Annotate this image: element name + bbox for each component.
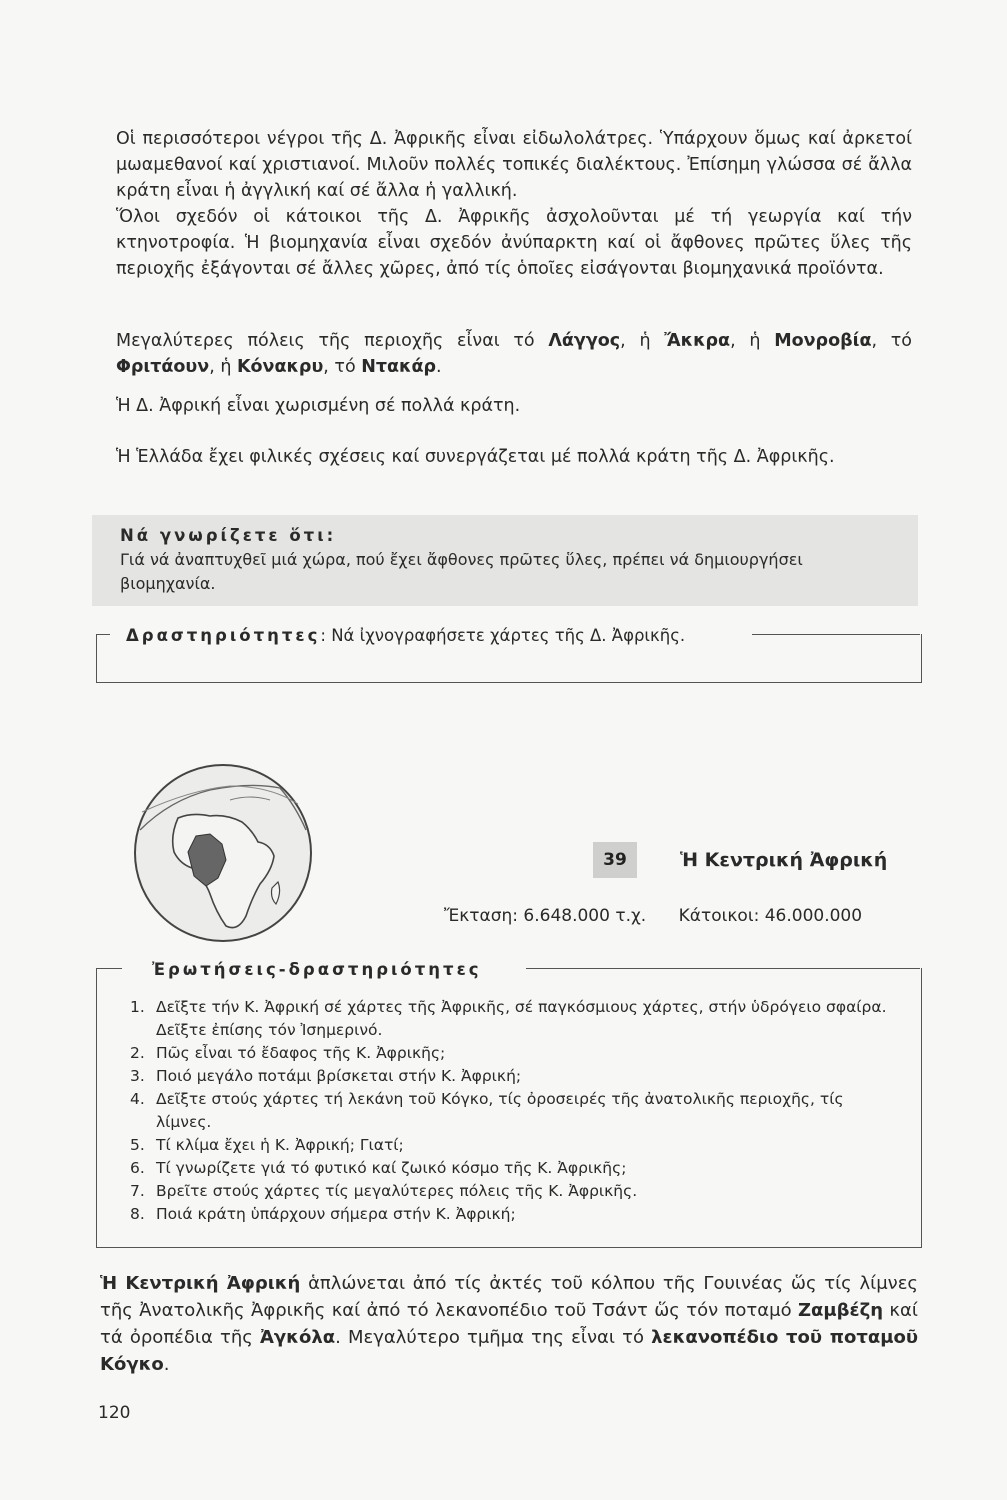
question-number: 2. [130, 1044, 145, 1062]
lesson-stats [444, 903, 862, 929]
lesson-title: Ἡ Κεντρική Ἀφρική [680, 849, 888, 871]
divided-paragraph: Ἡ Δ. Ἀφρική εἶναι χωρισμένη σέ πολλά κράτη. [116, 396, 521, 416]
greece-paragraph: Ἡ Ἑλλάδα ἔχει φιλικές σχέσεις καί συνεργάζεται μέ πολλά κράτη τῆς Δ. Ἀφρικῆς. [116, 447, 835, 467]
question-text: Τί κλίμα ἔχει ἡ Κ. Ἀφρική; Γιατί; [156, 1136, 404, 1154]
population-label: Κάτοικοι: [678, 906, 760, 926]
globe-africa-icon [130, 760, 316, 946]
question-number: 3. [130, 1067, 145, 1085]
cities-sep: , τό [871, 331, 913, 351]
question-number: 4. [130, 1090, 145, 1108]
population-value: 46.000.000 [764, 906, 863, 926]
question-number: 5. [130, 1136, 145, 1154]
question-text: Ποιά κράτη ὑπάρχουν σήμερα στήν Κ. Ἀφρική; [156, 1205, 516, 1223]
area-label: Ἔκταση: [444, 906, 519, 926]
term-congo-basin: λεκανοπέδιο τοῦ ποταμοῦ Κόγκο [100, 1327, 918, 1375]
cities-sep: , ἡ [730, 331, 775, 351]
activity-frame-top-right [752, 634, 920, 635]
term-angola: Ἀγκόλα [259, 1327, 336, 1348]
activity-line [126, 623, 685, 649]
question-number: 8. [130, 1205, 145, 1223]
question-item [130, 1180, 898, 1203]
question-item [130, 996, 898, 1042]
central-text: . [163, 1354, 170, 1375]
city-lagos: Λάγγος [548, 331, 621, 351]
city-accra: Ἄκκρα [664, 331, 731, 351]
central-title-term: Ἡ Κεντρική Ἀφρική [100, 1273, 301, 1294]
intro-paragraph-economy: Ὅλοι σχεδόν οἱ κάτοικοι τῆς Δ. Ἀφρικῆς ἀσχολοῦνται μέ τή γεωργία καί τήν κτηνοτροφία. Ἡ βιομηχανία εἶναι σχεδόν ἀνύπαρκτη καί οἱ ἄφθονες πρῶτες ὕλες τῆς περιοχῆς ἐξάγονται σέ ἄλλες χῶρες, ἀπό τίς ὁποῖες εἰσάγονται βιομηχανικά προϊόντα. [116, 207, 912, 279]
question-text: Ποιό μεγάλο ποτάμι βρίσκεται στήν Κ. Ἀφρική; [156, 1067, 522, 1085]
question-item [130, 1042, 898, 1065]
cities-sep: , τό [323, 357, 362, 377]
city-dakar: Ντακάρ [361, 357, 437, 377]
question-number: 1. [130, 998, 145, 1016]
intro-paragraph-religion: Οἱ περισσότεροι νέγροι τῆς Δ. Ἀφρικῆς εἶναι εἰδωλολάτρες. Ὑπάρχουν ὅμως καί ἀρκετοί μωαμεθανοί καί χριστιανοί. Μιλοῦν πολλές τοπικές διαλέκτους. Ἐπίσημη γλώσσα σέ ἄλλα κράτη εἶναι ἡ ἀγγλική καί σέ ἄλλα ἡ γαλλική. [116, 129, 912, 201]
cities-paragraph [116, 328, 912, 380]
question-number: 6. [130, 1159, 145, 1177]
know-text: Γιά νά ἀναπτυχθεῖ μιά χώρα, πού ἔχει ἄφθονες πρῶτες ὕλες, πρέπει νά δημιουργήσει βιομηχανία. [120, 550, 803, 593]
term-zambezi: Ζαμβέζη [798, 1300, 884, 1321]
activity-frame-top-left [96, 634, 110, 635]
cities-sep: , ἡ [209, 357, 237, 377]
question-text: Δεῖξτε τήν Κ. Ἀφρική σέ χάρτες τῆς Ἀφρικῆς, σέ παγκόσμιους χάρτες, στήν ὑδρόγειο σφαίρα. Δεῖξτε ἐπίσης τόν Ἰσημερινό. [156, 998, 887, 1039]
central-africa-paragraph [100, 1270, 918, 1378]
lesson-number-badge: 39 [593, 842, 637, 878]
central-text: . Μεγαλύτερο τμῆμα της εἶναι τό [335, 1327, 652, 1348]
questions-title: Ἐρωτήσεις-δραστηριότητες [152, 960, 482, 979]
question-text: Τί γνωρίζετε γιά τό φυτικό καί ζωικό κόσμο τῆς Κ. Ἀφρικῆς; [156, 1159, 627, 1177]
cities-end: . [436, 357, 442, 377]
city-conakry: Κόνακρυ [236, 357, 324, 377]
questions-list [130, 996, 898, 1226]
question-text: Πῶς εἶναι τό ἔδαφος τῆς Κ. Ἀφρικῆς; [156, 1044, 446, 1062]
city-freetown: Φριτάουν [116, 357, 210, 377]
central-text: ἁπλώνεται ἀπό τίς ἀκτές τοῦ κόλπου τῆς Γουινέας ὥς τίς λίμνες τῆς Ἀνατολικῆς Ἀφρικῆς καί ἀπό τό λεκανοπέδιο τοῦ Τσάντ ὥς τόν ποταμό [100, 1273, 918, 1321]
cities-sep: , ἡ [620, 331, 665, 351]
intro-section [116, 126, 912, 282]
question-item [130, 1134, 898, 1157]
activity-text: : Νά ἰχνογραφήσετε χάρτες τῆς Δ. Ἀφρικῆς. [320, 626, 686, 645]
question-item [130, 1065, 898, 1088]
questions-frame-top-right [526, 968, 920, 969]
question-item [130, 1157, 898, 1180]
activity-label: Δραστηριότητες [126, 626, 321, 645]
area-value: 6.648.000 τ.χ. [523, 906, 647, 926]
city-monrovia: Μονροβία [774, 331, 872, 351]
question-item [130, 1203, 898, 1226]
question-number: 7. [130, 1182, 145, 1200]
question-text: Βρεῖτε στούς χάρτες τίς μεγαλύτερες πόλεις τῆς Κ. Ἀφρικῆς. [156, 1182, 638, 1200]
question-text: Δεῖξτε στούς χάρτες τή λεκάνη τοῦ Κόγκο, τίς ὀροσειρές τῆς ἀνατολικῆς περιοχῆς, τίς λίμνες. [156, 1090, 844, 1131]
central-text: καί τά ὀροπέδια τῆς [100, 1300, 918, 1348]
know-title: Νά γνωρίζετε ὅτι: [120, 526, 337, 545]
cities-lead: Μεγαλύτερες πόλεις τῆς περιοχῆς εἶναι τό [116, 331, 549, 351]
page-number: 120 [98, 1403, 131, 1423]
question-item [130, 1088, 898, 1134]
questions-frame-top-left [96, 968, 122, 969]
